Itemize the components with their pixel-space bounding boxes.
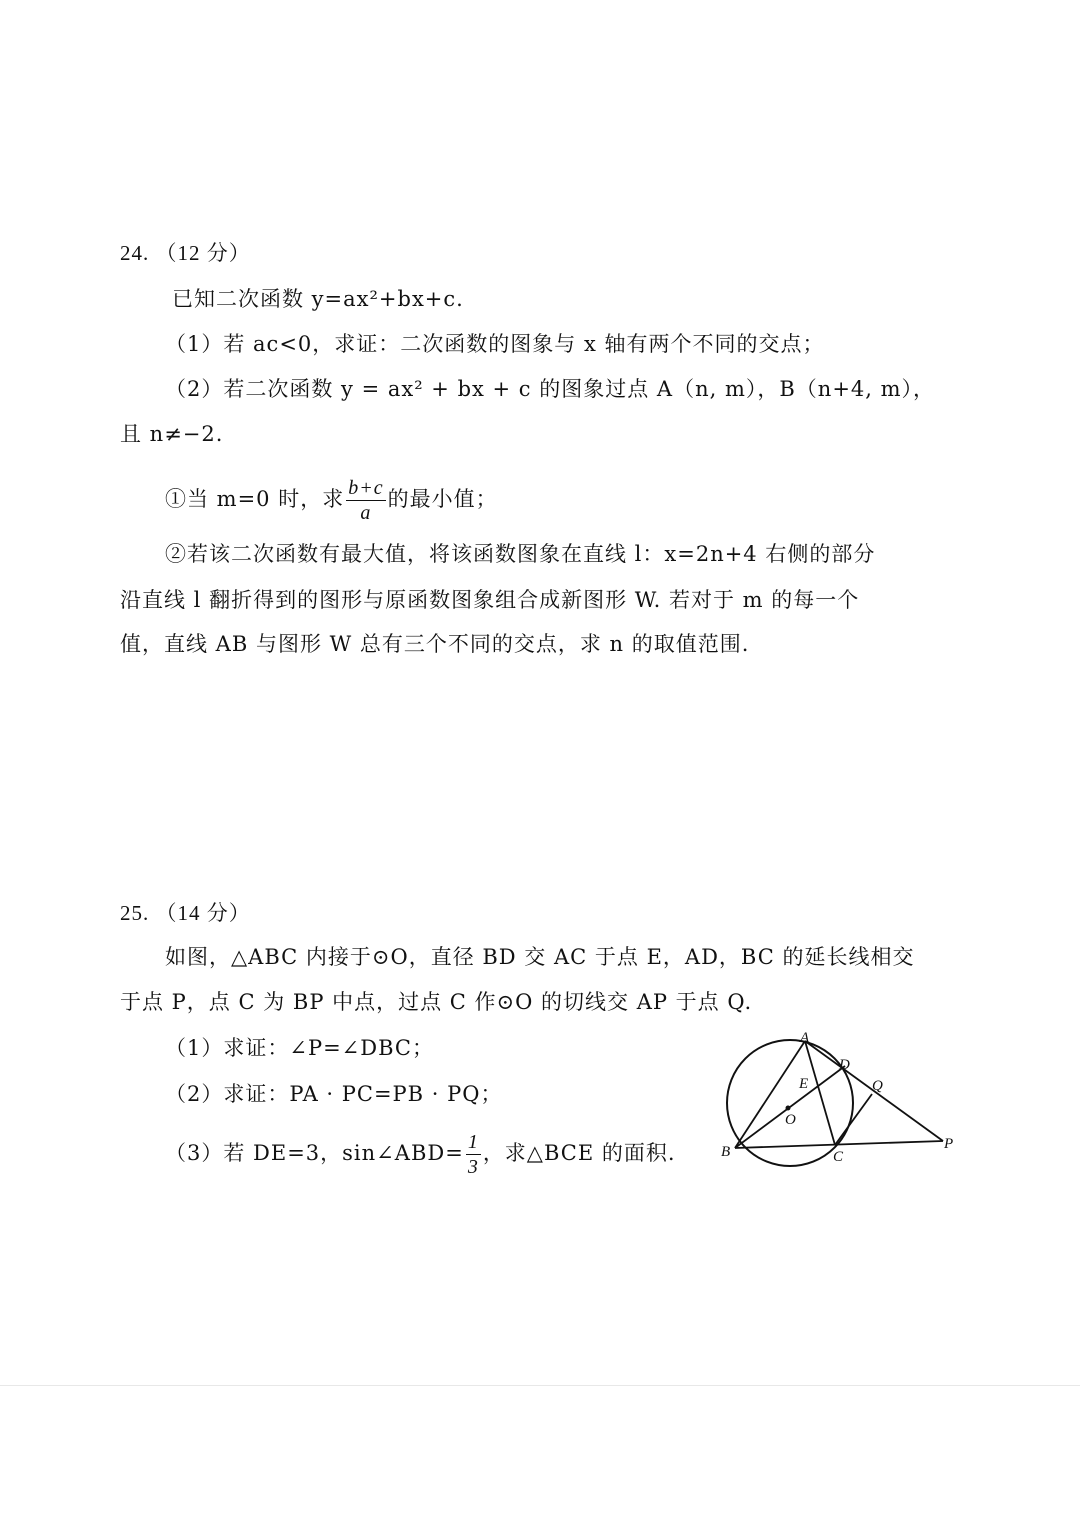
q24-header: 24. （12 分） xyxy=(120,241,251,265)
q25-part3-suffix: ，求△BCE 的面积. xyxy=(482,1141,676,1165)
q24-sub1-frac-den: a xyxy=(360,502,372,524)
q24-sub2-line2: 沿直线 l 翻折得到的图形与原函数图象组合成新图形 W. 若对于 m 的每一个 xyxy=(120,588,860,612)
q25-part3-frac-num: 1 xyxy=(467,1131,479,1153)
q25-part3-fraction xyxy=(466,1130,481,1179)
label-e: E xyxy=(799,1076,809,1092)
q24-sub2-line3: 值，直线 AB 与图形 W 总有三个不同的交点，求 n 的取值范围. xyxy=(120,632,750,656)
page-bottom-rule xyxy=(0,1385,1080,1386)
q25-part3 xyxy=(165,1128,676,1179)
q24-sub1 xyxy=(165,474,498,525)
geometry-figure xyxy=(715,1028,965,1178)
q25-part3-frac-den: 3 xyxy=(467,1156,479,1178)
q24-part2-line1: （2）若二次函数 y = ax² + bx + c 的图象过点 A（n, m），B（n+4, m）， xyxy=(165,377,936,401)
q24-stem: 已知二次函数 y=ax²+bx+c. xyxy=(172,287,464,311)
q25-stem-line2: 于点 P，点 C 为 BP 中点，过点 C 作⊙O 的切线交 AP 于点 Q. xyxy=(120,990,753,1014)
center-dot xyxy=(786,1106,791,1111)
label-q: Q xyxy=(872,1078,883,1094)
q24-sub1-frac-num: b+c xyxy=(348,477,384,499)
q24-sub1-fraction xyxy=(346,476,385,525)
q24-sub1-prefix: ①当 m=0 时，求 xyxy=(165,487,345,511)
label-a: A xyxy=(800,1030,810,1046)
q25-part1: （1）求证：∠P=∠DBC； xyxy=(165,1036,435,1060)
q25-stem-line1: 如图，△ABC 内接于⊙O，直径 BD 交 AC 于点 E，AD，BC 的延长线相交 xyxy=(165,945,915,969)
label-d: D xyxy=(839,1057,850,1073)
q24-sub1-suffix: 的最小值； xyxy=(387,487,498,511)
q24-part2-line2: 且 n≠−2. xyxy=(120,422,224,446)
q24-sub2-line1: ②若该二次函数有最大值，将该函数图象在直线 l：x=2n+4 右侧的部分 xyxy=(165,542,876,566)
q25-part2: （2）求证：PA · PC=PB · PQ； xyxy=(165,1082,503,1106)
label-b: B xyxy=(721,1144,731,1160)
label-o: O xyxy=(785,1112,796,1128)
label-c: C xyxy=(833,1149,844,1165)
q25-part3-prefix: （3）若 DE=3，sin∠ABD= xyxy=(165,1141,464,1165)
q24-part1: （1）若 ac<0，求证：二次函数的图象与 x 轴有两个不同的交点； xyxy=(165,332,825,356)
q25-header: 25. （14 分） xyxy=(120,901,251,925)
label-p: P xyxy=(944,1136,954,1152)
